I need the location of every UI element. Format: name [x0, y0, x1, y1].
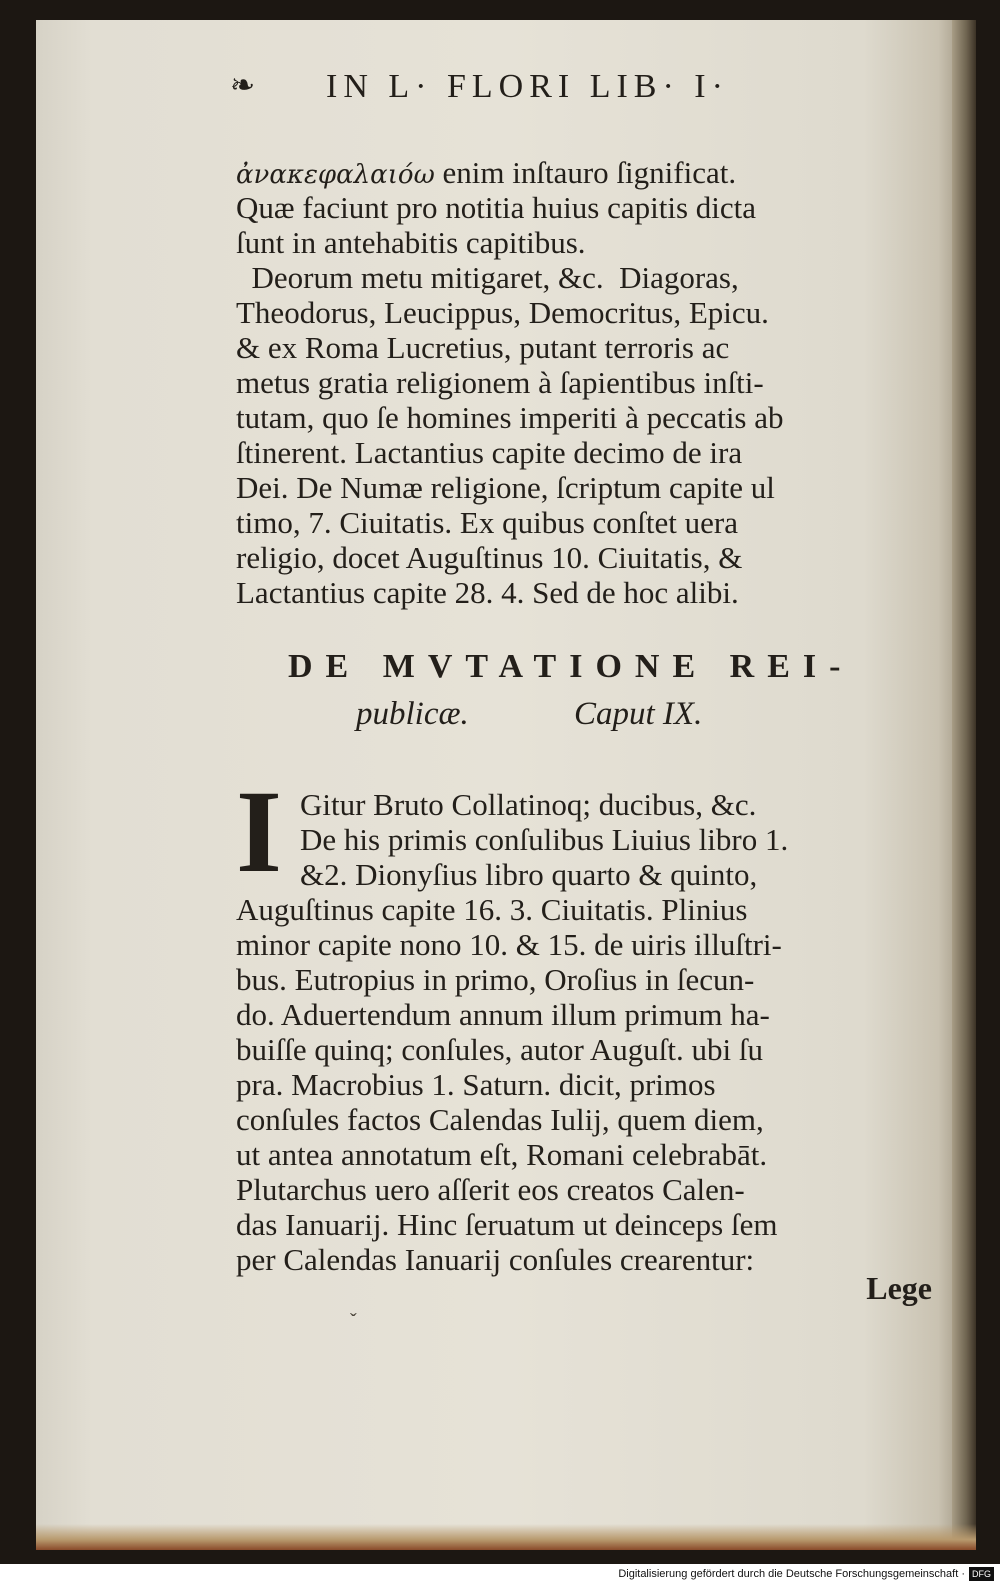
text-line: Gitur Bruto Collatinoq; ducibus, &c.	[300, 788, 757, 822]
text-line: tutam, quo ſe homines imperiti à peccatis ab	[236, 401, 784, 435]
text-line: conſules factos Calendas Iulij, quem diem,	[236, 1103, 764, 1137]
drop-cap: I	[236, 766, 282, 897]
chapter-heading-cont: publicæ.	[356, 696, 469, 732]
line-rest: enim inſtauro ſignificat.	[434, 156, 737, 190]
text-line: bus. Eutropius in primo, Oroſius in ſecun-	[236, 963, 755, 997]
text-line: pra. Macrobius 1. Saturn. dicit, primos	[236, 1068, 716, 1102]
text-line: ſtinerent. Lactantius capite decimo de ira	[236, 436, 743, 470]
text-line: Auguſtinus capite 16. 3. Ciuitatis. Plinius	[236, 893, 748, 927]
greek-word: ἀνακεφαλαιόω	[236, 160, 435, 190]
paragraph-start: Deorum metu mitigaret, &c. Diagoras,	[236, 261, 739, 295]
text-line: per Calendas Ianuarij conſules crearentur:	[236, 1243, 755, 1277]
text-line: metus gratia religionem à ſapientibus inſti-	[236, 366, 764, 400]
text-line: De his primis conſulibus Liuius libro 1.	[300, 823, 789, 857]
text-line: minor capite nono 10. & 15. de uiris illuſtri-	[236, 928, 782, 962]
running-header	[230, 68, 930, 118]
chapter-subheading	[356, 696, 856, 740]
text-line: do. Aduertendum annum illum primum ha-	[236, 998, 770, 1032]
text-line	[236, 156, 936, 190]
chapter-number: Caput IX.	[574, 696, 703, 732]
text-line: buiſſe quinq; conſules, autor Auguſt. ubi ſu	[236, 1033, 763, 1067]
text-line: religio, docet Auguſtinus 10. Ciuitatis, &	[236, 541, 743, 575]
text-line: Lactantius capite 28. 4. Sed de hoc alibi.	[236, 576, 739, 610]
text-line: das Ianuarij. Hinc ſeruatum ut deinceps ſem	[236, 1208, 778, 1242]
credit-text: Digitalisierung gefördert durch die Deutsche Forschungsgemeinschaft ·	[618, 1568, 965, 1580]
text-line: Theodorus, Leucippus, Democritus, Epicu.	[236, 296, 769, 330]
text-line: ſunt in antehabitis capitibus.	[236, 226, 586, 260]
text-line: &2. Dionyſius libro quarto & quinto,	[300, 858, 758, 892]
text-line: timo, 7. Ciuitatis. Ex quibus conſtet uera	[236, 506, 738, 540]
text-line: & ex Roma Lucretius, putant terroris ac	[236, 331, 730, 365]
text-line: Dei. De Numæ religione, ſcriptum capite ul	[236, 471, 775, 505]
fleuron-icon: ❧	[230, 69, 262, 102]
text-line: Quæ faciunt pro notitia huius capitis dicta	[236, 191, 757, 225]
text-line: Plutarchus uero aſſerit eos creatos Calen-	[236, 1173, 745, 1207]
text-line: ut antea annotatum eſt, Romani celebrabāt.	[236, 1138, 768, 1172]
running-title: IN L· FLORI LIB· I·	[326, 68, 729, 105]
dfg-logo: DFG	[969, 1567, 994, 1581]
catchword: Lege	[866, 1270, 932, 1306]
chapter-heading: DE MVTATIONE REI-	[288, 648, 854, 685]
digitization-credit	[590, 1564, 994, 1584]
ink-smudge: ˇ	[350, 1310, 357, 1332]
